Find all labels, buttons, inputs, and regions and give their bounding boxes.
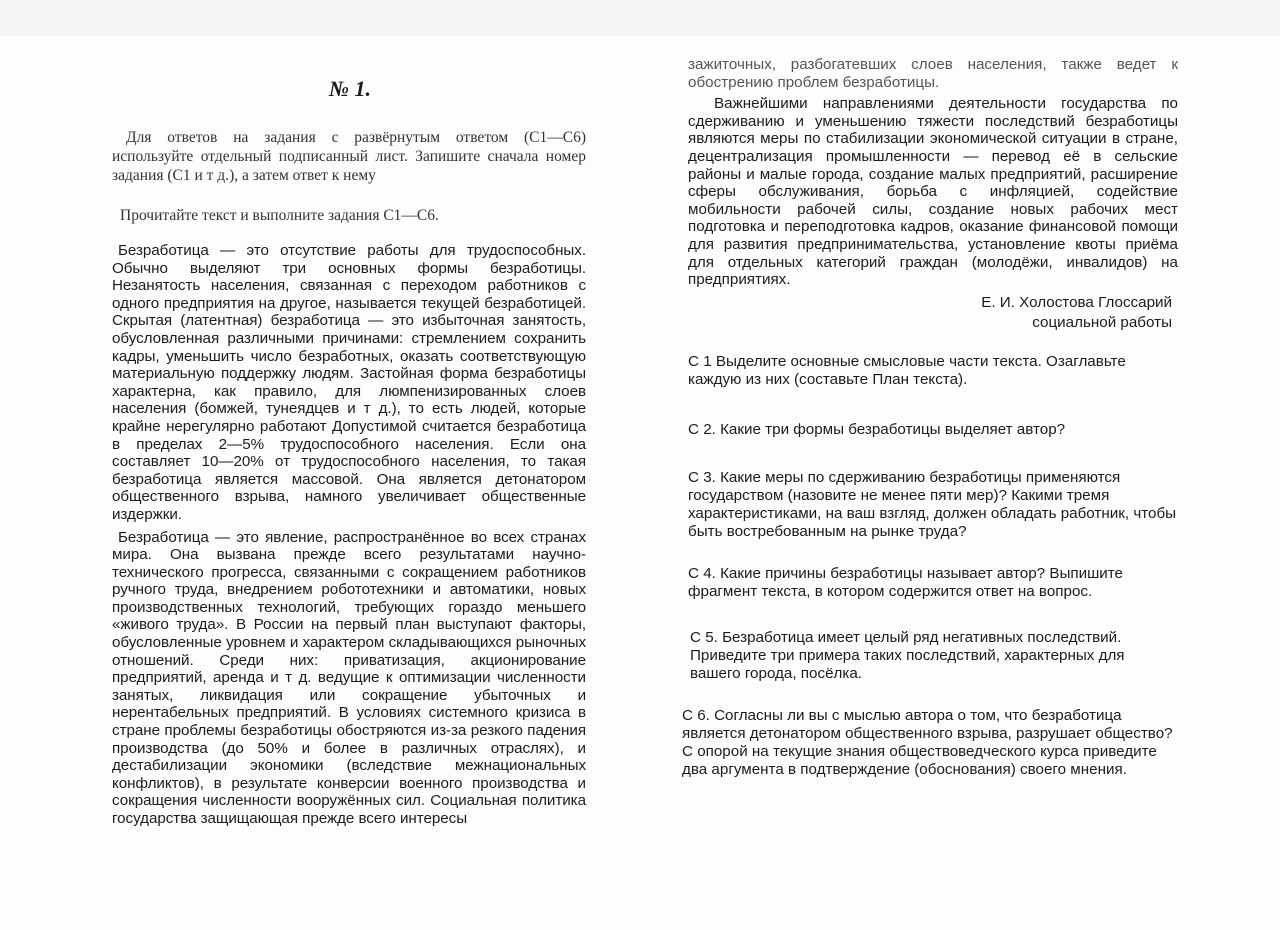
task-c6: С 6. Согласны ли вы с мыслью автора о том, что безработица является детонатором общественного взрыва, разрушает общество? С опорой на текущие знания обществоведческого курса приведите два аргумента в подтверждение (обоснования) своего мнения.	[682, 706, 1173, 778]
page-title: № 1.	[328, 76, 372, 101]
source-signature	[688, 293, 1172, 333]
text-paragraph-2: Безработица — это явление, распространённое во всех странах мира. Она вызвана прежде всего результатами научно-технического прогресса, связанными с сокращением работников ручного труда, внедрением робототехники и автоматики, новых производственных технологий, требующих гораздо меньшего «живого труда». В России на первый план выступают факторы, обусловленные уровнем и характером складывающихся рыночных отношений. Среди них: приватизация, акционирование предприятий, аренда и т д. ведущие к оптимизации численности занятых, ликвидация или сокращение убыточных и нерентабельных предприятий. В условиях системного кризиса в стране проблемы безработицы обостряются из-за резкого падения производства (до 50% и более в различных отраслях), и дестабилизации экономики (вследствие межнациональных конфликтов), в результате конверсии военного производства и сокращения численности вооружённых сил. Социальная политика государства защищающая прежде всего интересы	[112, 528, 586, 827]
task-c2: С 2. Какие три формы безработицы выделяет автор?	[688, 420, 1066, 438]
left-column	[112, 76, 586, 833]
signature-line-1: Е. И. Холостова Глоссарий	[981, 293, 1172, 311]
task-c5: С 5. Безработица имеет целый ряд негативных последствий. Приведите три примера таких последствий, характерных для вашего города, посёлка.	[690, 628, 1125, 682]
document-page	[0, 36, 1280, 930]
text-paragraph-3: Важнейшими направлениями деятельности государства по сдерживанию и уменьшению тяжести последствий безработицы являются меры по стабилизации экономической ситуации в стране, децентрализация промышленности — перевод её в сельские районы и малые города, создание малых предприятий, расширение сферы обслуживания, борьба с инфляцией, содействие мобильности рабочей силы, создание новых рабочих мест подготовка и переподготовка кадров, оказание финансовой помощи для развития предпринимательства, установление квоты приёма для отдельных категорий граждан (молодёжи, инвалидов) на предприятиях.	[688, 95, 1178, 289]
task-c3: С 3. Какие меры по сдерживанию безработицы применяются государством (назовите не менее пяти мер)? Какими тремя характеристиками, на ваш взгляд, должен обладать работник, чтобы быть востребованным на рынке труда?	[688, 468, 1177, 540]
instructions-text: Для ответов на задания с развёрнутым ответом (С1—С6) используйте отдельный подписанный лист. Запишите сначала номер задания (С1 и т д.), а затем ответ к нему	[112, 129, 586, 184]
text-paragraph-1: Безработица — это отсутствие работы для трудоспособных. Обычно выделяют три основных формы безработицы. Незанятость населения, связанная с переходом работников с одного предприятия на другое, называется текущей безработицей. Скрытая (латентная) безработица — это избыточная занятость, обусловленная различными причинами: стремлением сохранить кадры, уменьшить число безработных, оказать соответствующую материальную поддержку людям. Застойная форма безработицы характерна, как правило, для люмпенизированных слоев населения (бомжей, тунеядцев и т д.), то есть людей, которые крайне нерегулярно работают Допустимой считается безработица в пределах 2—5% трудоспособного населения. Если она составляет 10—20% от трудоспособного населения, то такая безработица является массовой. Она является детонатором общественного взрыва, намного увеличивает общественные издержки.	[112, 242, 586, 523]
read-instruction: Прочитайте текст и выполните задания С1—С6.	[120, 207, 439, 224]
text-paragraph-2-continued: зажиточных, разбогатевших слоев населения, также ведет к обострению проблем безработицы.	[688, 56, 1178, 91]
task-c4: С 4. Какие причины безработицы называет автор? Выпишите фрагмент текста, в котором содержится ответ на вопрос.	[688, 564, 1123, 600]
scan-top-margin	[0, 0, 1280, 36]
right-column	[682, 56, 1178, 809]
signature-line-2: социальной работы	[1032, 313, 1172, 331]
task-c1: С 1 Выделите основные смысловые части текста. Озаглавьте каждую из них (составьте План текста).	[688, 352, 1126, 388]
